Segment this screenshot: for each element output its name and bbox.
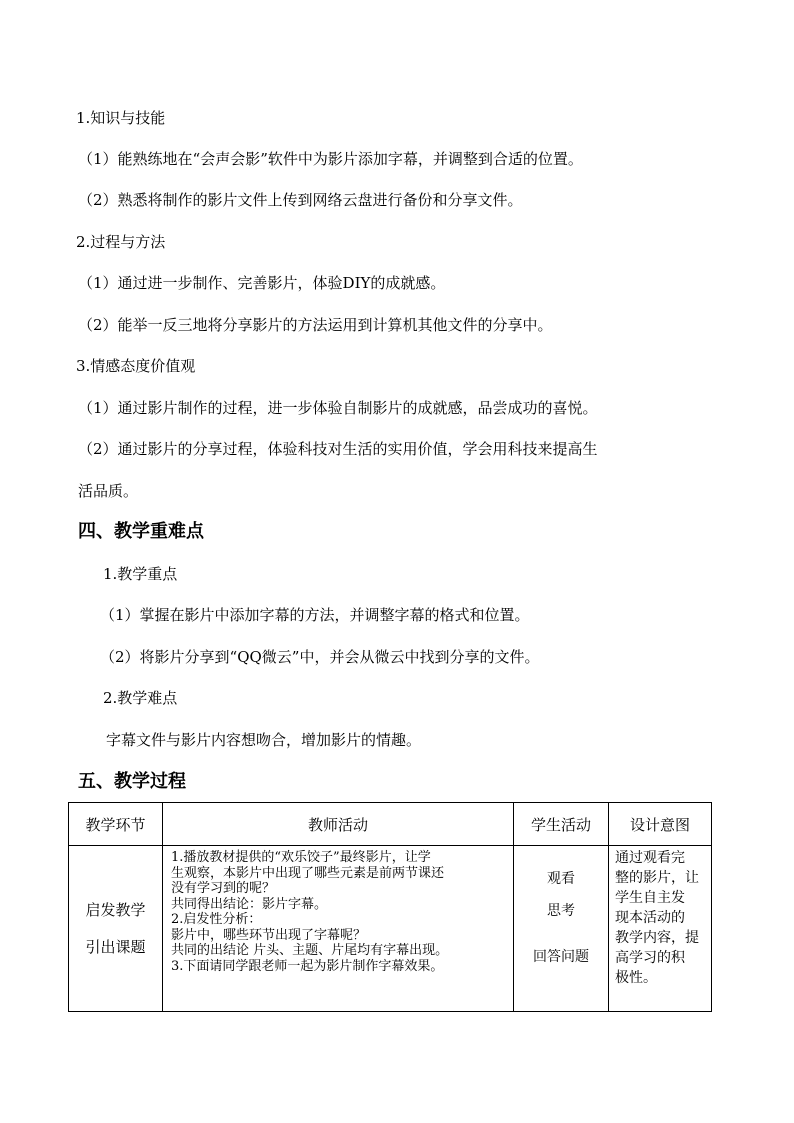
objective-item: （2）熟悉将制作的影片文件上传到网络云盘进行备份和分享文件。: [78, 191, 523, 209]
objective-item: （1）通过影片制作的过程，进一步体验自制影片的成就感，品尝成功的喜悦。: [78, 399, 598, 417]
teacher-line: 3.下面请同学跟老师一起为影片制作字幕效果。: [171, 958, 444, 974]
objective-item: （2）能举一反三地将分享影片的方法运用到计算机其他文件的分享中。: [78, 316, 553, 334]
teacher-line: 没有学习到的呢？: [171, 881, 276, 896]
teacher-line: 影片中，哪些环节出现了字幕呢？: [171, 927, 367, 943]
intent-line: 极性。: [615, 970, 657, 986]
objective-heading-2: 2.过程与方法: [76, 233, 166, 251]
teacher-line: 生观察，本影片中出现了哪些元素是前两节课还: [171, 865, 445, 881]
intent-line: 通过观看完: [615, 850, 685, 866]
difficulty-text: 字幕文件与影片内容想吻合，增加影片的情趣。: [106, 731, 422, 749]
key-point-item: （1）掌握在影片中添加字幕的方法，并调整字幕的格式和位置。: [100, 606, 530, 624]
header-student: 学生活动: [514, 803, 609, 846]
teacher-line: 共同得出结论：影片字幕。: [171, 896, 328, 912]
intent-line: 整的影片，让: [615, 870, 699, 886]
stage-cell: [69, 846, 163, 1012]
student-line: 回答问题: [533, 949, 589, 965]
design-intent-cell: [609, 846, 712, 1012]
table-header-row: [69, 803, 712, 846]
objective-item-continued: 活品质。: [78, 482, 139, 500]
key-points-heading: 1.教学重点: [103, 565, 178, 583]
table-row: [69, 846, 712, 1012]
stage-line: 启发教学: [85, 900, 146, 919]
intent-line: 学生自主发: [615, 890, 685, 906]
objective-item: （1）能熟练地在“会声会影”软件中为影片添加字幕，并调整到合适的位置。: [78, 150, 583, 168]
objective-heading-1: 1.知识与技能: [76, 109, 166, 127]
teacher-line: 共同的出结论 片头、主题、片尾均有字幕出现。: [171, 943, 449, 958]
objective-item: （2）通过影片的分享过程，体验科技对生活的实用价值，学会用科技来提高生: [78, 440, 598, 458]
student-line: 观看: [547, 871, 575, 887]
teacher-activity-cell: [163, 846, 514, 1012]
section-5-title: 五、教学过程: [78, 771, 186, 792]
lesson-process-table: [68, 802, 712, 1012]
objective-item: （1）通过进一步制作、完善影片，体验DIY的成就感。: [78, 274, 446, 292]
section-4-title: 四、教学重难点: [78, 521, 204, 542]
key-point-item: （2）将影片分享到“QQ微云”中，并会从微云中找到分享的文件。: [100, 648, 540, 666]
objective-heading-3: 3.情感态度价值观: [76, 357, 196, 375]
intent-line: 高学习的积: [615, 950, 685, 966]
student-line: 思考: [547, 903, 575, 919]
difficulty-heading: 2.教学难点: [103, 689, 178, 707]
student-activity-cell: [514, 846, 609, 1012]
teacher-line: 1.播放教材提供的“欢乐饺子”最终影片，让学: [171, 850, 431, 865]
intent-line: 教学内容，提: [615, 930, 699, 946]
intent-line: 现本活动的: [615, 910, 685, 926]
header-intent: 设计意图: [609, 803, 712, 846]
header-stage: 教学环节: [69, 803, 163, 846]
teacher-line: 2.启发性分析：: [171, 912, 262, 927]
stage-line: 引出课题: [85, 937, 146, 956]
header-teacher: 教师活动: [163, 803, 514, 846]
